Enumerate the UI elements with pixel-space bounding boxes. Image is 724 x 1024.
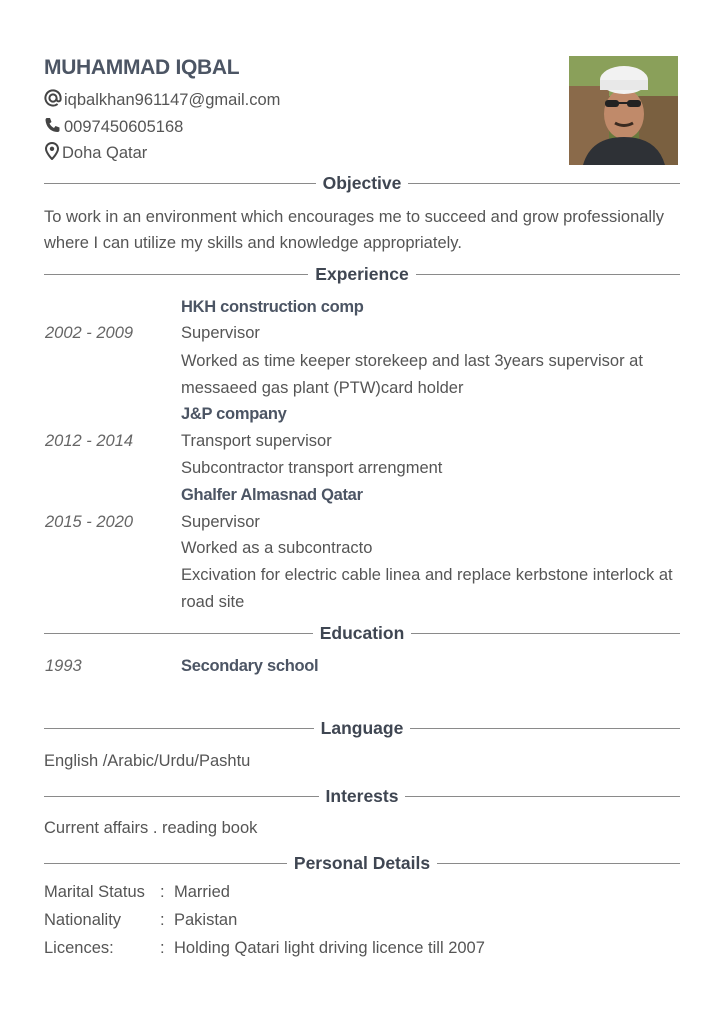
email-row bbox=[44, 89, 280, 112]
personal-colon: : bbox=[160, 911, 165, 929]
experience-role: Supervisor bbox=[181, 513, 260, 531]
personal-label: Nationality bbox=[44, 911, 122, 929]
personal-details-heading bbox=[44, 853, 680, 873]
phone-icon bbox=[44, 116, 64, 139]
experience-title: Experience bbox=[308, 264, 415, 284]
experience-dates: 2012 - 2014 bbox=[45, 432, 134, 450]
interests-title: Interests bbox=[319, 786, 406, 806]
phone-row bbox=[44, 116, 183, 139]
at-icon bbox=[44, 89, 64, 112]
language-text: English /Arabic/Urdu/Pashtu bbox=[44, 752, 251, 770]
map-pin-icon bbox=[44, 142, 62, 165]
personal-label: Marital Status bbox=[44, 883, 145, 901]
language-title: Language bbox=[314, 718, 411, 738]
profile-photo bbox=[569, 56, 678, 165]
experience-description: Worked as time keeper storekeep and last 3years supervisor at messaeed gas plant (PTW)card holder bbox=[181, 352, 643, 397]
objective-text: To work in an environment which encourages me to succeed and grow professionally where I can utilize my skills and knowledge appropriately. bbox=[44, 208, 664, 252]
candidate-name: MUHAMMAD IQBAL bbox=[44, 56, 240, 79]
personal-value: Married bbox=[174, 883, 230, 901]
experience-dates: 2015 - 2020 bbox=[45, 513, 134, 531]
personal-value: Holding Qatari light driving licence till 2007 bbox=[174, 939, 485, 957]
experience-description: Worked as a subcontracto bbox=[181, 539, 373, 557]
education-year: 1993 bbox=[45, 657, 82, 675]
experience-description: Excivation for electric cable linea and replace kerbstone interlock at road site bbox=[181, 566, 673, 611]
personal-label: Licences: bbox=[44, 939, 114, 957]
experience-description: Subcontractor transport arrengment bbox=[181, 459, 443, 477]
language-heading bbox=[44, 718, 680, 738]
email-text[interactable]: iqbalkhan961147@gmail.com bbox=[64, 91, 281, 109]
personal-colon: : bbox=[160, 883, 165, 901]
personal-details-title: Personal Details bbox=[287, 853, 437, 873]
objective-title: Objective bbox=[316, 173, 409, 193]
objective-heading bbox=[44, 173, 680, 193]
personal-value: Pakistan bbox=[174, 911, 238, 929]
phone-text: 0097450605168 bbox=[64, 118, 184, 136]
personal-colon: : bbox=[160, 939, 165, 957]
education-heading bbox=[44, 623, 680, 643]
location-row bbox=[44, 142, 147, 165]
experience-org: J&P company bbox=[181, 405, 287, 423]
location-text: Doha Qatar bbox=[62, 144, 148, 162]
experience-org: Ghalfer Almasnad Qatar bbox=[181, 486, 363, 504]
experience-org: HKH construction comp bbox=[181, 298, 364, 316]
interests-text: Current affairs . reading book bbox=[44, 819, 258, 837]
education-school: Secondary school bbox=[181, 657, 319, 675]
interests-heading bbox=[44, 786, 680, 806]
experience-role: Supervisor bbox=[181, 324, 260, 342]
experience-dates: 2002 - 2009 bbox=[45, 324, 134, 342]
education-title: Education bbox=[313, 623, 412, 643]
experience-role: Transport supervisor bbox=[181, 432, 332, 450]
experience-heading bbox=[44, 264, 680, 284]
